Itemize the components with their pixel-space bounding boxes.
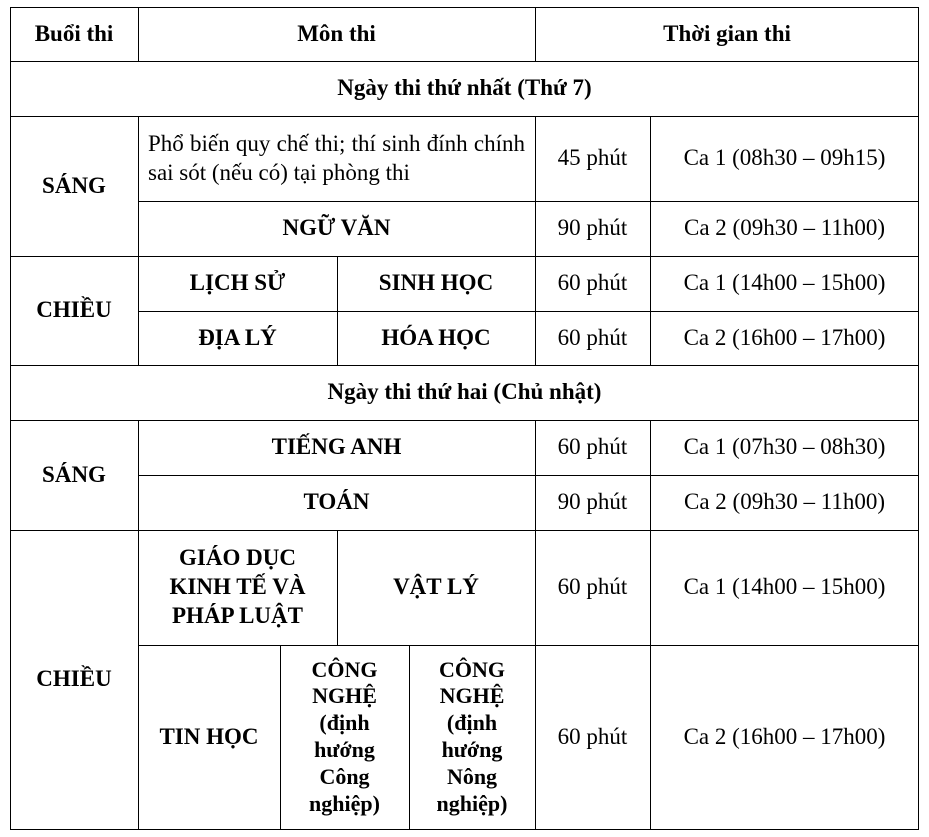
day1-afternoon-row1-subject-b: SINH HỌC [378,270,494,296]
day2-morning-row2-slot: Ca 2 (09h30 – 11h00) [683,489,885,515]
day2-afternoon-row1-subject-a: GIÁO DỤC KINH TẾ VÀ PHÁP LUẬT [169,545,306,628]
day1-morning-session: SÁNG [42,172,106,198]
day1-morning-row2-slot: Ca 2 (09h30 – 11h00) [683,215,885,241]
day2-afternoon-row1-duration: 60 phút [557,574,628,600]
subject-b-note: (định hướng Công nghiệp) [309,710,380,816]
subject-b-title: CÔNG NGHỆ [311,656,378,709]
day2-afternoon-row2-slot: Ca 2 (16h00 – 17h00) [683,723,886,749]
day1-afternoon-session: CHIỀU [36,297,112,323]
day1-morning-row1-subject: Phổ biến quy chế thi; thí sinh đính chính sai sót (nếu có) tại phòng thi [148,130,525,185]
header-subject: Môn thi [297,21,376,47]
day2-morning-row1-slot: Ca 1 (07h30 – 08h30) [683,434,886,460]
day1-afternoon-row1-slot: Ca 1 (14h00 – 15h00) [683,270,886,296]
border-bottom [10,829,919,830]
day1-afternoon-row1-subject-a: LỊCH SỬ [189,270,286,296]
day1-morning-row2-duration: 90 phút [557,215,628,241]
day2-afternoon-row1-slot: Ca 1 (14h00 – 15h00) [683,574,886,600]
subject-c-note: (định hướng Nông nghiệp) [436,710,508,816]
day1-afternoon-row2-duration: 60 phút [557,324,628,350]
day2-afternoon-row1-subject-b: VẬT LÝ [393,574,479,600]
subject-c-title: CÔNG NGHỆ [439,656,505,709]
day1-morning-row1-slot: Ca 1 (08h30 – 09h15) [683,145,886,171]
day2-morning-row2-duration: 90 phút [557,489,628,515]
day1-afternoon-row2-subject-b: HÓA HỌC [381,324,491,350]
header-time: Thời gian thi [663,21,791,47]
day1-afternoon-row2-subject-a: ĐỊA LÝ [198,324,277,350]
day2-morning-row1-duration: 60 phút [557,434,628,460]
day1-afternoon-row2-slot: Ca 2 (16h00 – 17h00) [683,324,886,350]
day2-afternoon-session: CHIỀU [36,666,112,692]
day2-morning-row1-subject: TIẾNG ANH [271,434,402,460]
header-session: Buổi thi [34,21,114,47]
day2-afternoon-row2-subject-c [409,645,535,829]
day1-morning-row1-duration: 45 phút [557,145,628,171]
day2-title: Ngày thi thứ hai (Chủ nhật) [327,379,602,405]
day2-afternoon-row2-duration: 60 phút [557,723,628,749]
day2-afternoon-row2-subject-b [280,645,409,829]
day2-afternoon-row2-subject-a: TIN HỌC [159,723,259,749]
day1-morning-row2-subject: NGỮ VĂN [282,215,391,241]
day2-morning-row2-subject: TOÁN [303,489,370,515]
day1-title: Ngày thi thứ nhất (Thứ 7) [337,75,592,101]
day1-afternoon-row1-duration: 60 phút [557,270,628,296]
day2-morning-session: SÁNG [42,461,106,487]
